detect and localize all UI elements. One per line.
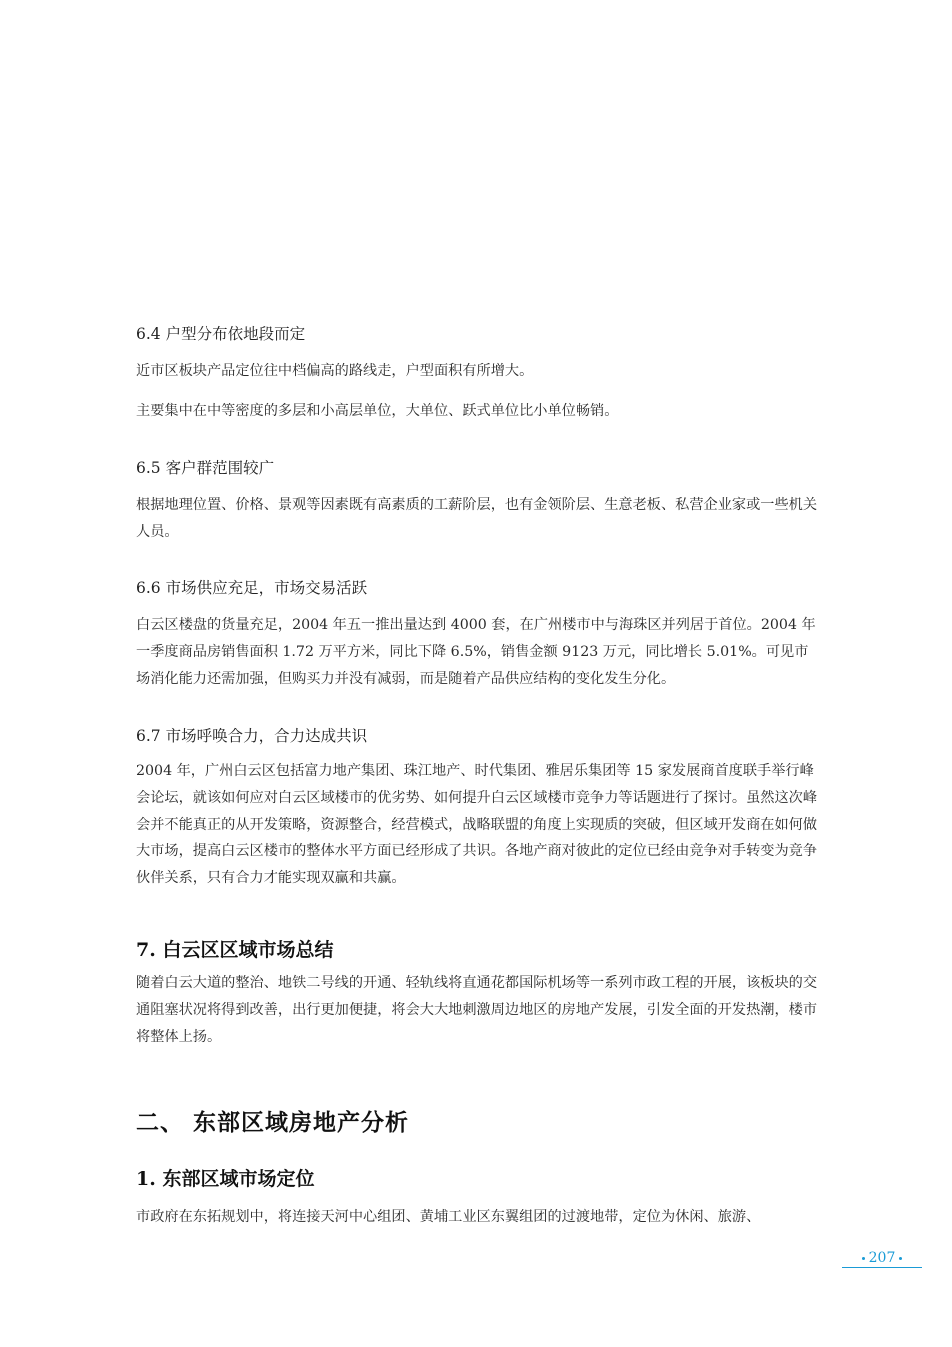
section-6-4-heading: 6.4 户型分布依地段而定 xyxy=(136,325,306,343)
section-1-heading: 1. 东部区域市场定位 xyxy=(136,1168,315,1190)
section-6-6-heading: 6.6 市场供应充足，市场交易活跃 xyxy=(136,579,368,597)
page-number xyxy=(842,1250,922,1266)
section-6-4-paragraph-1: 近市区板块产品定位往中档偏高的路线走，户型面积有所增大。 xyxy=(136,363,534,379)
section-6-7-paragraph: 2004 年，广州白云区包括富力地产集团、珠江地产、时代集团、雅居乐集团等 15 家发展商首度联手举行峰会论坛，就该如何应对白云区域楼市的优劣势、如何提升白云区域楼市竞争力等话题进行了探讨。虽然这次峰会并不能真正的从开发策略，资源整合，经营模式，战略联盟的角度上实现质的突破，但区域开发商在如何做大市场，提高白云区楼市的整体水平方面已经形成了共识。各地产商对彼此的定位已经由竞争对手转变为竞争伙伴关系，只有合力才能实现双赢和共赢。 xyxy=(136,763,818,887)
page-number-dot-right xyxy=(899,1257,902,1260)
section-7-heading: 7. 白云区区域市场总结 xyxy=(136,939,334,961)
section-6-7-heading: 6.7 市场呼唤合力，合力达成共识 xyxy=(136,727,368,745)
section-7-paragraph: 随着白云大道的整治、地铁二号线的开通、轻轨线将直通花都国际机场等一系列市政工程的开展，该板块的交通阻塞状况将得到改善，出行更加便捷，将会大大地刺激周边地区的房地产发展，引发全面的开发热潮，楼市将整体上扬。 xyxy=(136,975,818,1045)
page-number-underline xyxy=(842,1267,922,1268)
page-number-text: 207 xyxy=(868,1250,896,1266)
page-number-dot-left xyxy=(862,1257,865,1260)
section-6-5-heading: 6.5 客户群范围较广 xyxy=(136,459,275,477)
part-2-heading: 二、 东部区域房地产分析 xyxy=(136,1109,410,1136)
section-6-4-paragraph-2: 主要集中在中等密度的多层和小高层单位，大单位、跃式单位比小单位畅销。 xyxy=(136,403,619,419)
section-6-5-paragraph: 根据地理位置、价格、景观等因素既有高素质的工薪阶层，也有金领阶层、生意老板、私营企业家或一些机关人员。 xyxy=(136,497,818,540)
section-1-paragraph: 市政府在东拓规划中，将连接天河中心组团、黄埔工业区东翼组团的过渡地带，定位为休闲、旅游、 xyxy=(136,1209,761,1225)
section-6-6-paragraph: 白云区楼盘的货量充足，2004 年五一推出量达到 4000 套，在广州楼市中与海珠区并列居于首位。2004 年一季度商品房销售面积 1.72 万平方米，同比下降 6.5%，销售金额 9123 万元，同比增长 5.01%。可见市场消化能力还需加强，但购买力并没有减弱，而是随着产品供应结构的变化发生分化。 xyxy=(136,617,816,687)
